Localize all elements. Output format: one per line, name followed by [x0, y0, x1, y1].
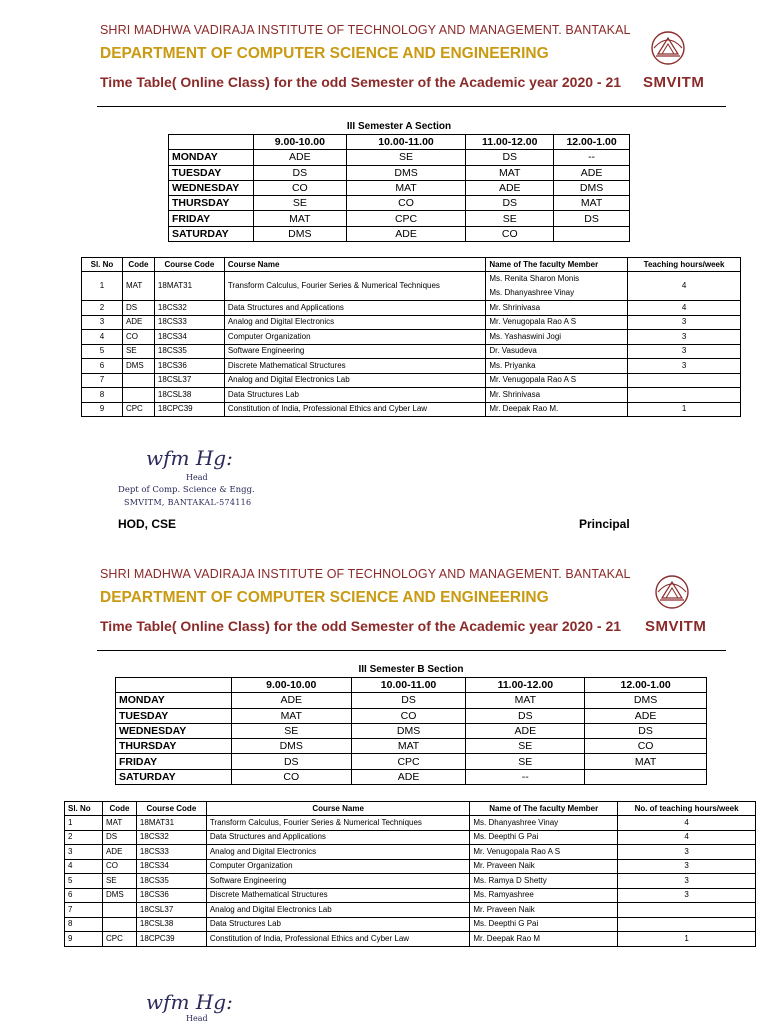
section-a-title: III Semester A Section [346, 121, 452, 132]
course-code-cell: 18CS34 [136, 859, 206, 874]
period-cell: ADE [466, 723, 585, 738]
sl-cell: 6 [82, 359, 123, 374]
course-name-cell: Software Engineering [224, 344, 485, 359]
course-code-cell: 18CS33 [136, 845, 206, 860]
period-cell: MAT [346, 180, 466, 195]
course-code-cell: 18CS32 [136, 830, 206, 845]
period-cell: DS [253, 165, 346, 180]
hod-signature: wfm Hg: [146, 446, 233, 470]
course-code-cell: 18CS32 [154, 301, 224, 316]
code-cell: ADE [122, 315, 154, 330]
period-cell [554, 226, 630, 241]
sl-cell: 8 [65, 917, 103, 932]
department-name: DEPARTMENT OF COMPUTER SCIENCE AND ENGINEERING [100, 45, 549, 62]
hours-cell [628, 388, 741, 403]
period-cell: DS [554, 211, 630, 226]
period-cell: -- [554, 150, 630, 165]
day-row [169, 165, 630, 180]
code-cell [122, 388, 154, 403]
section-b-title: III Semester B Section [358, 664, 464, 675]
logo-text: SMVITM [643, 74, 705, 91]
period-cell: CO [346, 196, 466, 211]
course-code-cell: 18CSL38 [136, 917, 206, 932]
table-row [65, 888, 756, 903]
faculty-cell: Mr. Praveen Naik [470, 859, 618, 874]
faculty-cell: Mr. Shrinivasa [486, 301, 628, 316]
table-row [82, 344, 741, 359]
faculty-name: Ms. Dhanyashree Vinay [489, 288, 575, 297]
sl-cell: 6 [65, 888, 103, 903]
period-cell: ADE [253, 150, 346, 165]
table-row [65, 903, 756, 918]
course-code-cell: 18CSL38 [154, 388, 224, 403]
hours-cell: 1 [628, 402, 741, 417]
course-name-cell: Analog and Digital Electronics [206, 845, 470, 860]
period-cell: SE [231, 723, 351, 738]
day-label: THURSDAY [169, 196, 254, 211]
code-cell [102, 903, 136, 918]
faculty-cell: Mr. Shrinivasa [486, 388, 628, 403]
col-header: Code [122, 258, 154, 272]
hours-cell [628, 373, 741, 388]
day-label: TUESDAY [116, 708, 232, 723]
header-divider [97, 106, 726, 107]
header-divider [97, 650, 726, 651]
period-cell: SE [253, 196, 346, 211]
day-label: FRIDAY [116, 754, 232, 769]
code-cell: DMS [102, 888, 136, 903]
course-code-cell: 18MAT31 [154, 272, 224, 301]
faculty-cell: Mr. Deepak Rao M. [486, 402, 628, 417]
hod-label: HOD, CSE [118, 517, 177, 531]
course-code-cell: 18CS35 [136, 874, 206, 889]
period-cell: MAT [466, 693, 585, 708]
day-row [116, 693, 707, 708]
sl-cell: 9 [65, 932, 103, 947]
hours-cell: 4 [618, 816, 756, 831]
code-cell: CPC [102, 932, 136, 947]
course-name-cell: Analog and Digital Electronics Lab [224, 373, 485, 388]
table-row [82, 402, 741, 417]
period-cell: MAT [351, 739, 466, 754]
period-cell: CO [231, 769, 351, 784]
course-code-cell: 18CSL37 [136, 903, 206, 918]
period-cell: SE [466, 754, 585, 769]
period-cell: MAT [253, 211, 346, 226]
table-row [82, 330, 741, 345]
col-header: No. of teaching hours/week [618, 802, 756, 816]
sl-cell: 1 [65, 816, 103, 831]
day-label: FRIDAY [169, 211, 254, 226]
faculty-cell: Ms. Dhanyashree Vinay [470, 816, 618, 831]
day-row [116, 723, 707, 738]
period-cell: ADE [231, 693, 351, 708]
hours-cell: 3 [628, 359, 741, 374]
hours-cell: 3 [628, 344, 741, 359]
period-cell: CPC [351, 754, 466, 769]
col-header: Code [102, 802, 136, 816]
period-cell: ADE [346, 226, 466, 241]
day-label: MONDAY [116, 693, 232, 708]
sl-cell: 7 [82, 373, 123, 388]
period-cell [585, 769, 707, 784]
day-row [169, 196, 630, 211]
period-cell: CPC [346, 211, 466, 226]
slot-header: 9.00-10.00 [253, 135, 346, 150]
period-cell: MAT [466, 165, 554, 180]
period-cell: CO [253, 180, 346, 195]
faculty-cell: Mr. Praveen Naik [470, 903, 618, 918]
course-code-cell: 18CPC39 [154, 402, 224, 417]
slot-header: 9.00-10.00 [231, 678, 351, 693]
faculty-cell: Ms. Ramya D Shetty [470, 874, 618, 889]
stamp-head: Head [186, 473, 208, 482]
course-name-cell: Data Structures Lab [224, 388, 485, 403]
period-cell: DS [231, 754, 351, 769]
faculty-cell: Mr. Venugopala Rao A S [470, 845, 618, 860]
slot-header: 11.00-12.00 [466, 678, 585, 693]
sl-cell: 4 [82, 330, 123, 345]
col-header: Name of The faculty Member [470, 802, 618, 816]
code-cell: CO [102, 859, 136, 874]
stamp-dept: Dept of Comp. Science & Engg. [118, 485, 255, 495]
smvitm-logo-icon [652, 572, 692, 612]
day-row [169, 226, 630, 241]
period-cell: ADE [585, 708, 707, 723]
period-cell: DMS [346, 165, 466, 180]
col-header: Course Name [224, 258, 485, 272]
course-name-cell: Computer Organization [224, 330, 485, 345]
day-label: WEDNESDAY [116, 723, 232, 738]
table-row [65, 917, 756, 932]
day-label: MONDAY [169, 150, 254, 165]
sl-cell: 5 [65, 874, 103, 889]
table-row [65, 830, 756, 845]
course-name-cell: Discrete Mathematical Structures [206, 888, 470, 903]
hours-cell [618, 903, 756, 918]
day-label: WEDNESDAY [169, 180, 254, 195]
hod-signature: wfm Hg: [146, 990, 233, 1014]
period-cell: DS [466, 150, 554, 165]
sl-cell: 9 [82, 402, 123, 417]
day-label: SATURDAY [116, 769, 232, 784]
timetable-title: Time Table( Online Class) for the odd Semester of the Academic year 2020 - 21 [100, 74, 622, 90]
course-code-cell: 18CS36 [136, 888, 206, 903]
stamp-head: Head [186, 1014, 208, 1023]
faculty-cell: Mr. Venugopala Rao A S [486, 373, 628, 388]
code-cell: CO [122, 330, 154, 345]
hours-cell: 4 [618, 830, 756, 845]
course-name-cell: Constitution of India, Professional Ethics and Cyber Law [206, 932, 470, 947]
period-cell: ADE [554, 165, 630, 180]
period-cell: SE [466, 211, 554, 226]
period-cell: ADE [351, 769, 466, 784]
col-header: Course Code [136, 802, 206, 816]
table-row [82, 315, 741, 330]
code-cell [102, 917, 136, 932]
period-cell: MAT [585, 754, 707, 769]
faculty-cell: Ms. Deepthi G Pai [470, 830, 618, 845]
hours-cell: 4 [628, 301, 741, 316]
code-cell: ADE [102, 845, 136, 860]
code-cell: DMS [122, 359, 154, 374]
period-cell: DMS [351, 723, 466, 738]
hours-cell: 3 [618, 874, 756, 889]
period-cell: DS [585, 723, 707, 738]
table-row [82, 301, 741, 316]
hours-cell: 3 [618, 845, 756, 860]
sl-cell: 1 [82, 272, 123, 301]
corner-cell [116, 678, 232, 693]
course-name-cell: Transform Calculus, Fourier Series & Numerical Techniques [206, 816, 470, 831]
hours-cell: 3 [618, 888, 756, 903]
code-cell [122, 373, 154, 388]
slot-header: 10.00-11.00 [346, 135, 466, 150]
day-row [116, 769, 707, 784]
slot-header: 10.00-11.00 [351, 678, 466, 693]
course-name-cell: Data Structures and Applications [224, 301, 485, 316]
day-label: SATURDAY [169, 226, 254, 241]
period-cell: CO [585, 739, 707, 754]
col-header: Course Code [154, 258, 224, 272]
col-header: Sl. No [82, 258, 123, 272]
course-code-cell: 18CS33 [154, 315, 224, 330]
sl-cell: 3 [82, 315, 123, 330]
table-row [82, 373, 741, 388]
period-cell: DS [351, 693, 466, 708]
smvitm-logo-icon [648, 28, 688, 68]
hours-cell: 4 [628, 272, 741, 301]
slot-header: 12.00-1.00 [554, 135, 630, 150]
faculty-cell: Ms. Yashaswini Jogi [486, 330, 628, 345]
course-name-cell: Analog and Digital Electronics [224, 315, 485, 330]
day-row [169, 150, 630, 165]
code-cell: SE [122, 344, 154, 359]
table-row [65, 859, 756, 874]
period-cell: DS [466, 708, 585, 723]
day-row [169, 211, 630, 226]
period-cell: DMS [554, 180, 630, 195]
code-cell: DS [102, 830, 136, 845]
day-label: THURSDAY [116, 739, 232, 754]
hours-cell: 3 [618, 859, 756, 874]
faculty-cell: Ms. Priyanka [486, 359, 628, 374]
period-cell: CO [351, 708, 466, 723]
table-row [82, 359, 741, 374]
corner-cell [169, 135, 254, 150]
hours-cell: 1 [618, 932, 756, 947]
course-name-cell: Discrete Mathematical Structures [224, 359, 485, 374]
day-label: TUESDAY [169, 165, 254, 180]
table-row [65, 932, 756, 947]
section-a-timetable [168, 134, 630, 242]
course-code-cell: 18MAT31 [136, 816, 206, 831]
period-cell: DMS [231, 739, 351, 754]
department-name: DEPARTMENT OF COMPUTER SCIENCE AND ENGINEERING [100, 589, 549, 606]
code-cell: DS [122, 301, 154, 316]
course-name-cell: Constitution of India, Professional Ethics and Cyber Law [224, 402, 485, 417]
period-cell: CO [466, 226, 554, 241]
faculty-cell: Mr. Deepak Rao M [470, 932, 618, 947]
sl-cell: 8 [82, 388, 123, 403]
section-a-course-table [81, 257, 741, 417]
logo-text: SMVITM [645, 618, 707, 635]
sl-cell: 3 [65, 845, 103, 860]
hours-cell: 3 [628, 330, 741, 345]
period-cell: -- [466, 769, 585, 784]
period-cell: MAT [554, 196, 630, 211]
faculty-cell [486, 272, 628, 301]
period-cell: DMS [585, 693, 707, 708]
table-row [65, 874, 756, 889]
col-header: Teaching hours/week [628, 258, 741, 272]
col-header: Sl. No [65, 802, 103, 816]
sl-cell: 5 [82, 344, 123, 359]
institute-name: SHRI MADHWA VADIRAJA INSTITUTE OF TECHNOLOGY AND MANAGEMENT. BANTAKAL [100, 567, 631, 581]
section-b-timetable [115, 677, 707, 785]
sl-cell: 2 [82, 301, 123, 316]
course-name-cell: Software Engineering [206, 874, 470, 889]
period-cell: SE [346, 150, 466, 165]
course-name-cell: Analog and Digital Electronics Lab [206, 903, 470, 918]
code-cell: CPC [122, 402, 154, 417]
period-cell: DMS [253, 226, 346, 241]
code-cell: MAT [122, 272, 154, 301]
course-name-cell: Data Structures Lab [206, 917, 470, 932]
faculty-cell: Mr. Venugopala Rao A S [486, 315, 628, 330]
hours-cell [618, 917, 756, 932]
day-row [116, 754, 707, 769]
course-code-cell: 18CSL37 [154, 373, 224, 388]
table-row [65, 816, 756, 831]
table-row [82, 272, 741, 301]
principal-label: Principal [579, 517, 630, 531]
course-code-cell: 18CS34 [154, 330, 224, 345]
sl-cell: 4 [65, 859, 103, 874]
hours-cell: 3 [628, 315, 741, 330]
table-row [65, 845, 756, 860]
stamp-address: SMVITM, BANTAKAL-574116 [124, 498, 252, 507]
sl-cell: 7 [65, 903, 103, 918]
col-header: Course Name [206, 802, 470, 816]
institute-name: SHRI MADHWA VADIRAJA INSTITUTE OF TECHNOLOGY AND MANAGEMENT. BANTAKAL [100, 23, 631, 37]
course-name-cell: Transform Calculus, Fourier Series & Numerical Techniques [224, 272, 485, 301]
faculty-cell: Ms. Ramyashree [470, 888, 618, 903]
course-code-cell: 18CS36 [154, 359, 224, 374]
faculty-cell: Dr. Vasudeva [486, 344, 628, 359]
day-row [116, 739, 707, 754]
course-name-cell: Data Structures and Applications [206, 830, 470, 845]
code-cell: SE [102, 874, 136, 889]
code-cell: MAT [102, 816, 136, 831]
period-cell: DS [466, 196, 554, 211]
course-code-cell: 18CS35 [154, 344, 224, 359]
col-header: Name of The faculty Member [486, 258, 628, 272]
section-b-course-table [64, 801, 756, 947]
table-row [82, 388, 741, 403]
sl-cell: 2 [65, 830, 103, 845]
period-cell: MAT [231, 708, 351, 723]
slot-header: 11.00-12.00 [466, 135, 554, 150]
period-cell: SE [466, 739, 585, 754]
day-row [116, 708, 707, 723]
timetable-title: Time Table( Online Class) for the odd Semester of the Academic year 2020 - 21 [100, 618, 622, 634]
slot-header: 12.00-1.00 [585, 678, 707, 693]
day-row [169, 180, 630, 195]
course-name-cell: Computer Organization [206, 859, 470, 874]
faculty-cell: Ms. Deepthi G Pai [470, 917, 618, 932]
faculty-name: Ms. Renita Sharon Monis [489, 274, 580, 283]
course-code-cell: 18CPC39 [136, 932, 206, 947]
period-cell: ADE [466, 180, 554, 195]
